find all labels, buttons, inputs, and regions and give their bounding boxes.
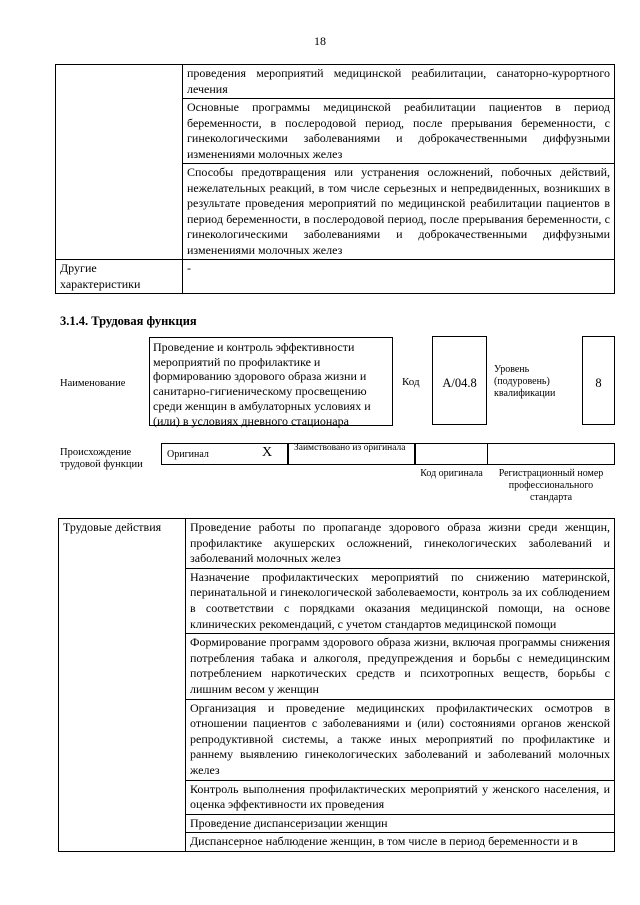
level-box [582, 336, 615, 425]
table-row [56, 65, 615, 99]
table-row [56, 260, 615, 294]
reg-number-box [487, 443, 615, 465]
table-label-cell [56, 65, 183, 260]
table-cell: Контроль выполнения профилактических мероприятий у женского населения, и оценка эффективности их проведения [186, 780, 615, 814]
level-value: 8 [595, 376, 602, 390]
labor-actions-table [58, 518, 615, 852]
function-name-box [149, 337, 393, 426]
level-label: Уровень (подуровень) квалификации [494, 364, 556, 399]
table-label-cell: Другие характеристики [56, 260, 183, 294]
section-title: 3.1.4. Трудовая функция [60, 314, 197, 328]
table-cell: - [183, 260, 615, 294]
table-cell: Назначение профилактических мероприятий по снижению материнской, перинатальной и гинекологической заболеваемости, контроль за их соблюдением в соответствии с порядками оказания медицинской помощи, на основе клинических рекомендаций, с учетом стандартов медицинской помощи [186, 568, 615, 633]
table-cell: Проведение работы по пропаганде здорового образа жизни среди женщин, профилактике акушерских осложнений, гинекологических заболеваний и заболеваний молочных желез [186, 519, 615, 569]
table-cell: Основные программы медицинской реабилитации пациентов в период беременности, в послеродовой период, после прерывания беременности, с гинекологическими заболеваниями и доброкачественными диффузными изменениями молочных желез [183, 99, 615, 164]
table-cell: Организация и проведение медицинских профилактических осмотров в отношении пациентов с заболеваниями и (или) состояниями органов женской репродуктивной системы, а также иных мероприятий по профилактике и раннему выявлению гинекологических заболеваний и заболеваний молочных желез [186, 699, 615, 780]
name-label: Наименование [60, 378, 126, 389]
table-cell: Диспансерное наблюдение женщин, в том числе в период беременности и в [186, 833, 615, 852]
table-label-cell: Трудовые действия [59, 519, 186, 852]
table-cell: Способы предотвращения или устранения осложнений, побочных действий, нежелательных реакций, в том числе серьезных и непредвиденных, возникших в результате проведения мероприятий по медицинской реабилитации пациентов в период беременности, в послеродовой период, после прерывания беременности, с гинекологическими заболеваниями и доброкачественными диффузными изменениями молочных желез [183, 164, 615, 260]
table-cell: Формирование программ здорового образа жизни, включая программы снижения потребления табака и алкоголя, предупреждения и борьбы с немедицинским потреблением наркотических средств и психотропных веществ, борьбы с лишним весом у женщин [186, 634, 615, 699]
function-name: Проведение и контроль эффективности мероприятий по профилактике и формированию здорового образа жизни и санитарно-гигиеническому просвещению среди женщин в амбулаторных условиях и (или) в условиях дневного стационара [153, 340, 371, 428]
reg-number-caption: Регистрационный номер профессионального стандарта [498, 468, 604, 503]
origin-label: Происхождение трудовой функции [60, 447, 143, 470]
original-label: Оригинал [167, 449, 209, 460]
code-box [432, 336, 487, 425]
table-cell: Проведение диспансеризации женщин [186, 814, 615, 833]
table-row [59, 519, 615, 569]
code-original-caption: Код оригинала [420, 468, 483, 479]
code-original-box [415, 443, 488, 465]
table-cell: проведения мероприятий медицинской реабилитации, санаторно-курортного лечения [183, 65, 615, 99]
code-label: Код [402, 376, 420, 388]
code-value: A/04.8 [442, 376, 477, 390]
original-mark: X [262, 445, 273, 460]
knowledge-table [55, 64, 615, 294]
page-number: 18 [314, 34, 326, 48]
borrowed-label: Заимствовано из оригинала [294, 443, 406, 453]
